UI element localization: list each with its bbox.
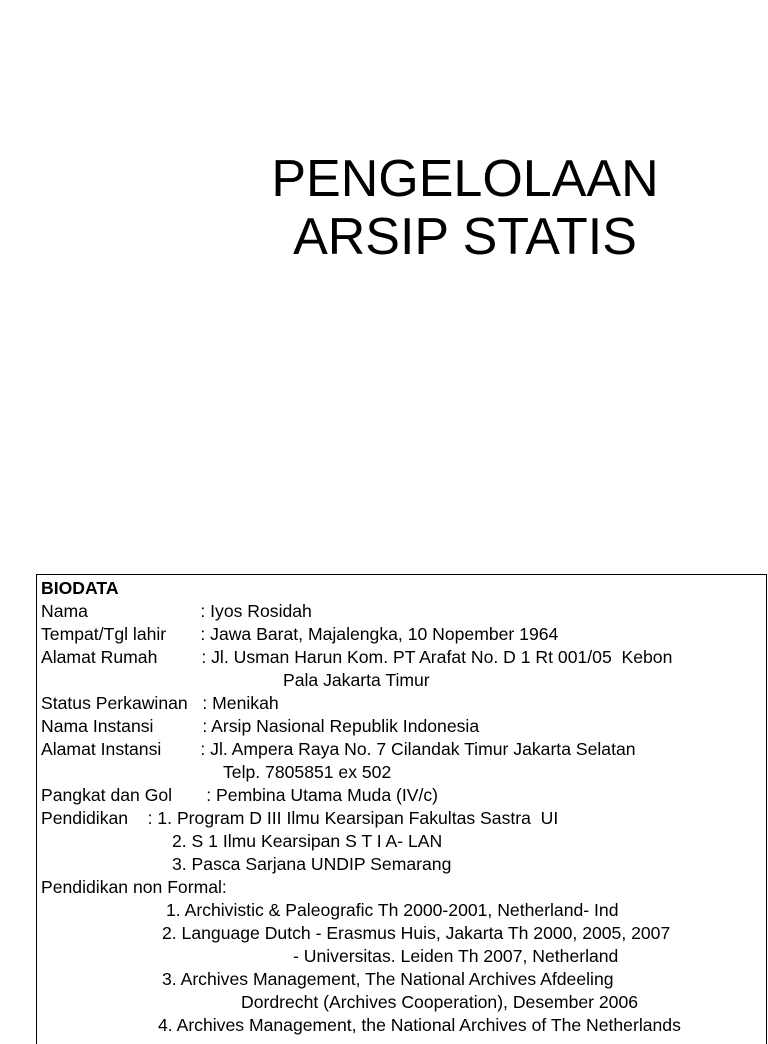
biodata-nonformal-3b: Dordrecht (Archives Cooperation), Desember 2006 <box>241 992 639 1012</box>
biodata-pangkat: Pangkat dan Gol : Pembina Utama Muda (IV/c) <box>41 785 439 805</box>
biodata-box <box>36 574 767 1044</box>
biodata-pendidikan-2: 2. S 1 Ilmu Kearsipan S T I A- LAN <box>172 831 443 851</box>
biodata-nonformal-4: 4. Archives Management, the National Archives of The Netherlands <box>158 1015 681 1035</box>
title-line-1: PENGELOLAAN <box>271 150 659 208</box>
biodata-nonformal-2b: - Universitas. Leiden Th 2007, Netherland <box>293 946 619 966</box>
biodata-alamat-instansi: Alamat Instansi : Jl. Ampera Raya No. 7 Cilandak Timur Jakarta Selatan <box>41 739 636 759</box>
title-line-2: ARSIP STATIS <box>293 208 637 266</box>
biodata-nonformal-3a: 3. Archives Management, The National Archives Afdeeling <box>162 969 614 989</box>
biodata-pendidikan-1: Pendidikan : 1. Program D III Ilmu Kearsipan Fakultas Sastra UI <box>41 808 559 828</box>
biodata-alamat-rumah: Alamat Rumah : Jl. Usman Harun Kom. PT Arafat No. D 1 Rt 001/05 Kebon <box>41 647 673 667</box>
biodata-telp: Telp. 7805851 ex 502 <box>223 762 392 782</box>
biodata-heading: BIODATA <box>41 578 119 598</box>
biodata-nama: Nama : Iyos Rosidah <box>41 601 312 621</box>
biodata-status: Status Perkawinan : Menikah <box>41 693 279 713</box>
biodata-instansi: Nama Instansi : Arsip Nasional Republik Indonesia <box>41 716 480 736</box>
biodata-ttl: Tempat/Tgl lahir : Jawa Barat, Majalengka, 10 Nopember 1964 <box>41 624 559 644</box>
biodata-nonformal-1: 1. Archivistic & Paleografic Th 2000-2001, Netherland- Ind <box>166 900 619 920</box>
biodata-nonformal-heading: Pendidikan non Formal: <box>41 877 227 897</box>
page-title <box>0 150 768 266</box>
biodata-nonformal-2a: 2. Language Dutch - Erasmus Huis, Jakarta Th 2000, 2005, 2007 <box>162 923 671 943</box>
biodata-pendidikan-3: 3. Pasca Sarjana UNDIP Semarang <box>172 854 452 874</box>
biodata-alamat-rumah-cont: Pala Jakarta Timur <box>283 670 430 690</box>
